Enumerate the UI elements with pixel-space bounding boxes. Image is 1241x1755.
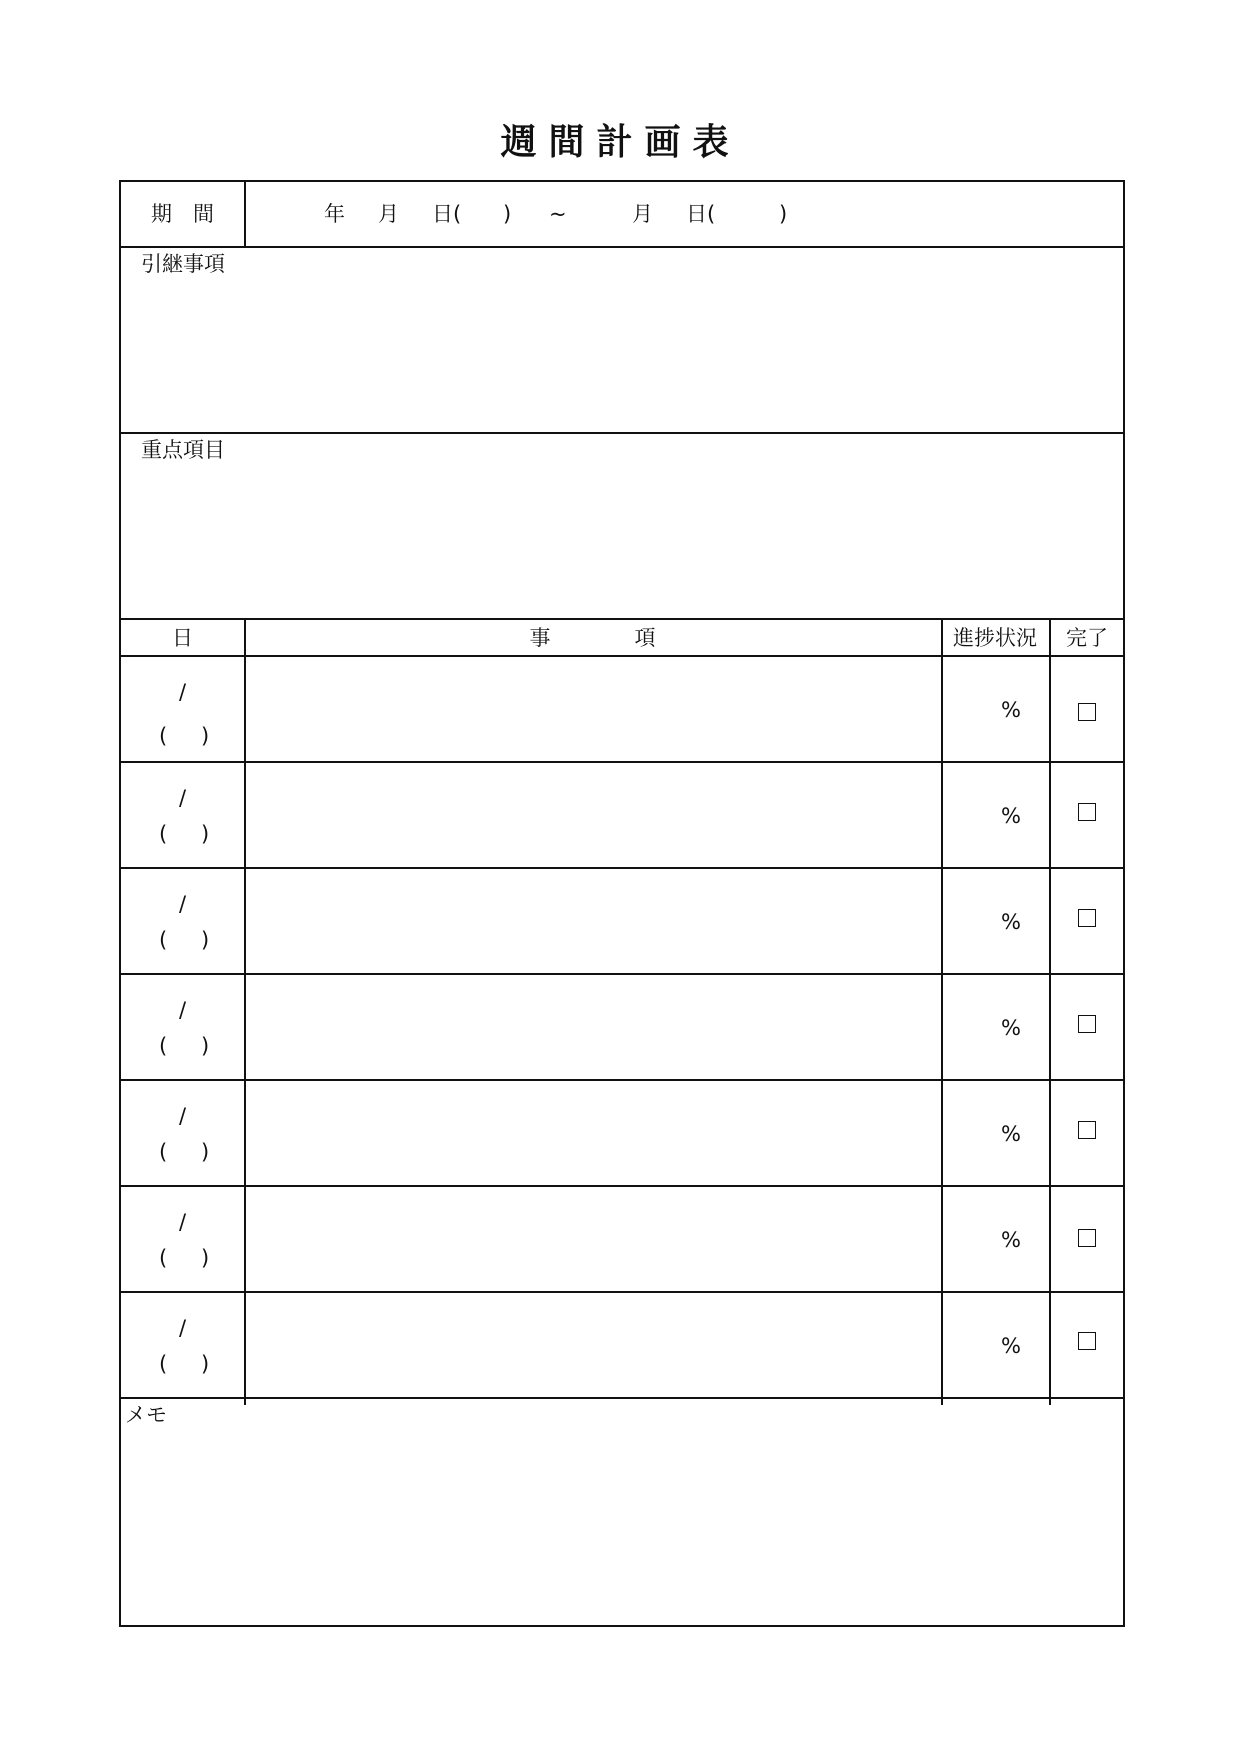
- weekday-paren-close: ): [201, 928, 210, 952]
- done-checkbox[interactable]: [1078, 703, 1096, 721]
- weekly-plan-sheet: [119, 180, 1125, 1627]
- done-checkbox[interactable]: [1078, 1332, 1096, 1350]
- weekday-paren-close: ): [201, 1140, 210, 1164]
- weekday-paren-open: (: [159, 928, 168, 952]
- divider: [121, 618, 1123, 620]
- weekday-paren-close: ): [201, 724, 210, 748]
- weekday-paren-open: (: [159, 822, 168, 846]
- divider: [121, 1397, 1123, 1399]
- carryover-label: 引継事項: [141, 252, 225, 276]
- day-slash: /: [178, 786, 187, 810]
- table-header-progress: 進捗状況: [953, 626, 1037, 650]
- done-checkbox[interactable]: [1078, 1229, 1096, 1247]
- weekday-paren-open: (: [159, 1246, 168, 1270]
- divider: [121, 761, 1123, 763]
- period-day-start-label: 日(: [432, 202, 462, 226]
- memo-label: メモ: [125, 1403, 167, 1427]
- divider: [121, 973, 1123, 975]
- weekday-paren-open: (: [159, 1352, 168, 1376]
- table-header-day: 日: [172, 626, 193, 650]
- divider: [121, 655, 1123, 657]
- weekday-paren-open: (: [159, 1140, 168, 1164]
- weekday-paren-close: ): [201, 1034, 210, 1058]
- day-slash: /: [178, 1316, 187, 1340]
- day-slash: /: [178, 1104, 187, 1128]
- weekday-paren-open: (: [159, 724, 168, 748]
- day-slash: /: [178, 680, 187, 704]
- priority-label: 重点項目: [141, 438, 225, 462]
- divider: [121, 1291, 1123, 1293]
- period-year-label: 年: [324, 202, 345, 226]
- period-day-end-label: 日(: [686, 202, 716, 226]
- period-tilde: ~: [549, 202, 567, 226]
- divider: [121, 246, 1123, 248]
- weekday-paren-close: ): [201, 1352, 210, 1376]
- divider: [121, 1185, 1123, 1187]
- progress-percent: %: [1001, 910, 1021, 934]
- day-slash: /: [178, 892, 187, 916]
- table-header-done: 完了: [1066, 626, 1108, 650]
- progress-percent: %: [1001, 1122, 1021, 1146]
- progress-percent: %: [1001, 804, 1021, 828]
- done-checkbox[interactable]: [1078, 1015, 1096, 1033]
- period-divider: [244, 182, 246, 248]
- table-header-item: 事 項: [529, 626, 656, 650]
- page-title: 週間計画表: [500, 122, 741, 163]
- weekday-paren-open: (: [159, 1034, 168, 1058]
- day-slash: /: [178, 998, 187, 1022]
- divider: [121, 432, 1123, 434]
- done-checkbox[interactable]: [1078, 1121, 1096, 1139]
- divider: [121, 1079, 1123, 1081]
- progress-percent: %: [1001, 1228, 1021, 1252]
- progress-percent: %: [1001, 1016, 1021, 1040]
- day-slash: /: [178, 1210, 187, 1234]
- divider: [121, 867, 1123, 869]
- table-column-divider: [244, 618, 246, 1405]
- progress-percent: %: [1001, 698, 1021, 722]
- period-close-end: ): [779, 202, 788, 226]
- table-column-divider: [1049, 618, 1051, 1405]
- table-column-divider: [941, 618, 943, 1405]
- weekday-paren-close: ): [201, 822, 210, 846]
- period-month-start-label: 月: [378, 202, 399, 226]
- weekday-paren-close: ): [201, 1246, 210, 1270]
- period-label: 期 間: [151, 202, 214, 226]
- done-checkbox[interactable]: [1078, 803, 1096, 821]
- progress-percent: %: [1001, 1334, 1021, 1358]
- period-close-start: ): [503, 202, 512, 226]
- period-month-end-label: 月: [632, 202, 653, 226]
- done-checkbox[interactable]: [1078, 909, 1096, 927]
